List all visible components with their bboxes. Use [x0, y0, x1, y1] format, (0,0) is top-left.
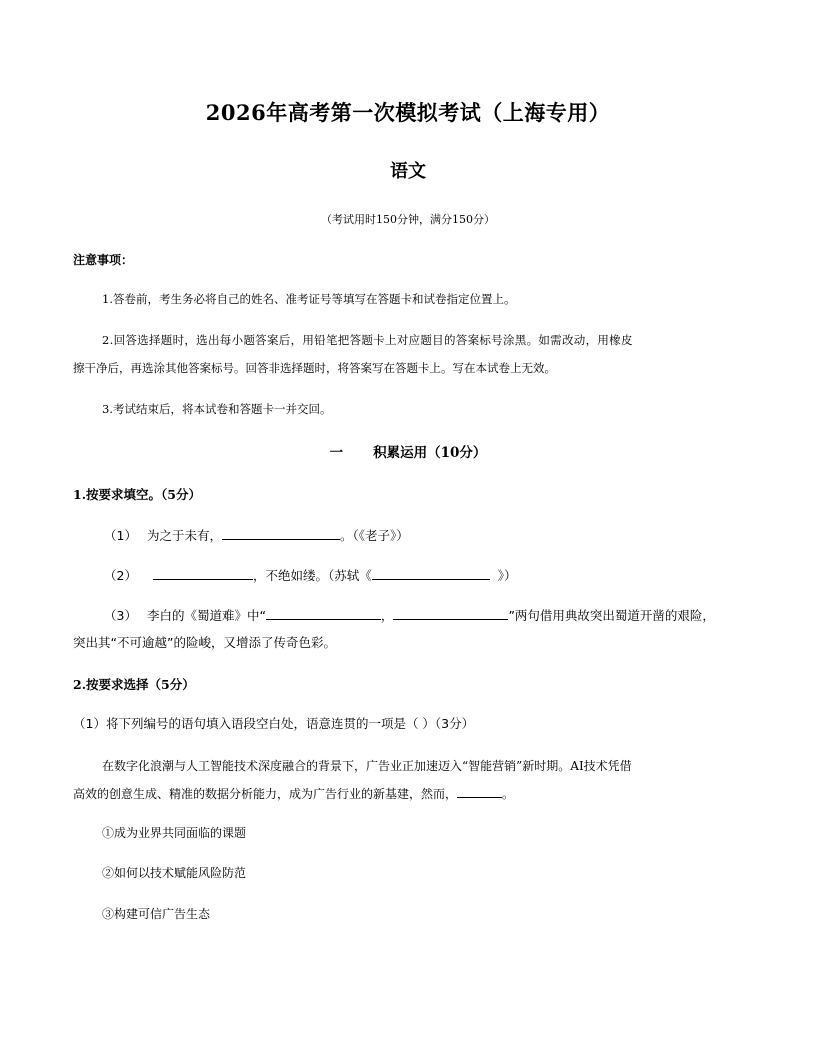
question-1-item-3-line-2: 突出其“不可逾越”的险峻，又增添了传奇色彩。 — [73, 635, 336, 650]
exam-subject: 语文 — [390, 161, 426, 182]
notice-item-3: 3.考试结束后，将本试卷和答题卡一并交回。 — [102, 402, 332, 416]
option-1: ①成为业界共同面临的课题 — [102, 826, 247, 840]
passage-line-2 — [73, 785, 514, 802]
option-3: ③构建可信广告生态 — [102, 907, 211, 921]
item-number: （1） — [104, 528, 137, 543]
option-2: ②如何以技术赋能风险防范 — [102, 866, 247, 880]
exam-title: 2026年高考第一次模拟考试（上海专用） — [205, 100, 611, 125]
question-2-sub-1: （1）将下列编号的语句填入语段空白处，语意连贯的一项是（ ）（3分） — [73, 716, 475, 731]
question-1-heading: 1.按要求填空。（5分） — [73, 487, 201, 502]
section-heading — [0, 441, 816, 461]
item-text: 为之于未有， — [146, 528, 222, 543]
answer-blank[interactable] — [153, 567, 253, 580]
item-text: ， — [380, 608, 394, 623]
answer-blank[interactable] — [372, 567, 490, 580]
notice-item-1: 1.答卷前，考生务必将自己的姓名、准考证号等填写在答题卡和试卷指定位置上。 — [102, 292, 516, 306]
item-text: 。（《老子》） — [339, 528, 409, 543]
passage-text: 。 — [502, 787, 515, 801]
passage-line-1: 在数字化浪潮与人工智能技术深度融合的背景下，广告业正加速迈入“智能营销”新时期。AI技术凭借 — [102, 759, 632, 773]
exam-duration: （考试用时150分钟，满分150分） — [321, 213, 495, 226]
question-1-item-2 — [104, 566, 516, 584]
notice-heading: 注意事项： — [73, 253, 134, 267]
item-text: ”两句借用典故突出蜀道开凿的艰险， — [508, 608, 715, 623]
item-number: （3） — [104, 608, 137, 623]
notice-item-2-line-2: 擦干净后，再选涂其他答案标号。回答非选择题时，将答案写在答题卡上。写在本试卷上无效。 — [73, 361, 556, 375]
answer-blank[interactable] — [266, 607, 381, 620]
section-number: 一 — [329, 445, 344, 461]
item-text: 李白的《蜀道难》中“ — [146, 608, 266, 623]
item-number: （2） — [104, 568, 137, 583]
notice-item-2-line-1: 2.回答选择题时，选出每小题答案后，用铅笔把答题卡上对应题目的答案标号涂黑。如需改动，用橡皮 — [102, 333, 633, 347]
item-text: 》） — [497, 568, 517, 583]
question-1-item-3 — [104, 606, 715, 624]
passage-text: 高效的创意生成、精准的数据分析能力，成为广告行业的新基建，然而， — [73, 787, 458, 801]
section-title: 积累运用（10分） — [373, 445, 487, 461]
answer-blank[interactable] — [393, 607, 508, 620]
answer-blank[interactable] — [222, 527, 340, 540]
item-text: ，不绝如缕。（苏轼《 — [252, 568, 372, 583]
question-2-heading: 2.按要求选择（5分） — [73, 677, 195, 692]
answer-blank[interactable] — [457, 785, 502, 798]
question-1-item-1 — [104, 526, 409, 544]
